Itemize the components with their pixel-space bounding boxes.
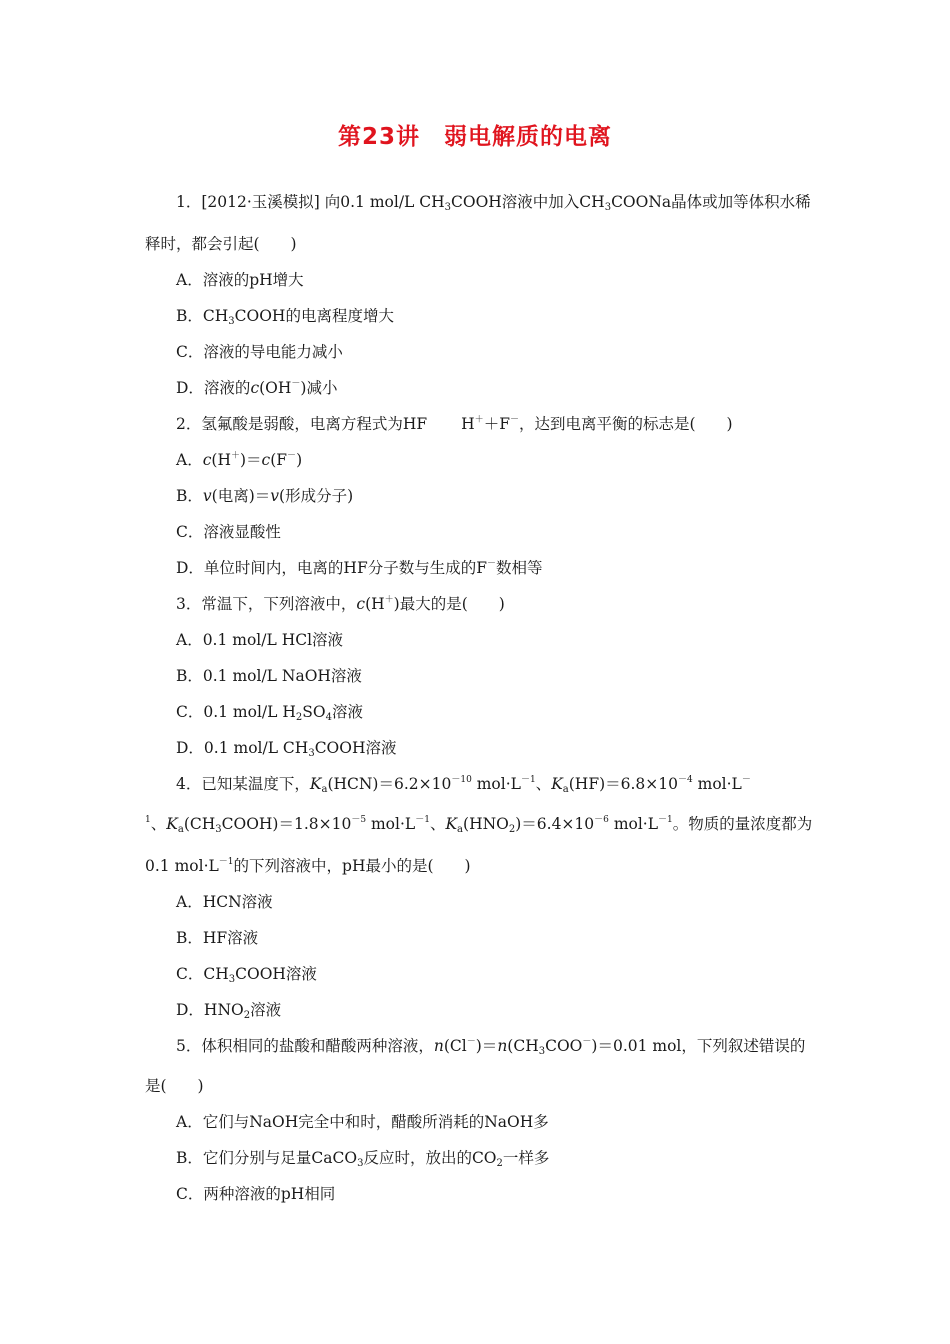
q4-stem-line2: $^1$、$K_a(CH_3COOH)=1.8\times 10^{-5}$ $mol\cdot L^{-1}$、$K_a(HNO_2)=6.4\times 10^{-6}$ $mol\cdot L^{-1}$。物质的量浓度都为 (145, 815, 813, 835)
q2-option-b: B．v(电离)＝v(形成分子) (176, 487, 354, 505)
q1-option-c: C．溶液的导电能力减小 (176, 343, 343, 361)
q4-option-d: D．$HNO_2$溶液 (176, 1001, 282, 1021)
q4-option-c: C．$CH_3COOH$溶液 (176, 965, 317, 985)
q3-stem: 3．常温下，下列溶液中，c(H＋)最大的是( ) (176, 595, 505, 613)
q4-option-a: A．HCN溶液 (176, 893, 273, 911)
q5-option-b: B．它们分别与足量CaCO$_3$反应时，放出的$CO_2$一样多 (176, 1149, 550, 1169)
q3-option-b: B．0.1 mol/L NaOH溶液 (176, 667, 362, 685)
q1-option-a: A．溶液的pH增大 (176, 271, 304, 289)
q2-option-a: A．c(H＋)＝c(F－) (176, 451, 303, 469)
equilibrium-arrow-icon (431, 418, 457, 426)
q5-stem-line2: 是( ) (145, 1077, 204, 1095)
q4-stem-line1: 4．已知某温度下，$K_a(HCN)=6.2\times 10^{-10}$ $mol\cdot L^{-1}$、$K_a(HF)=6.8\times 10^{-4}$ mol·L－ (176, 775, 751, 795)
q5-option-a: A．它们与NaOH完全中和时，醋酸所消耗的NaOH多 (176, 1113, 549, 1131)
q1-option-d: D．溶液的c(OH－)减小 (176, 379, 338, 397)
q1-stem-line2: 释时，都会引起( ) (145, 235, 297, 253)
q5-stem-line1: 5．体积相同的盐酸和醋酸两种溶液，$n(Cl^-)=n(CH_3COO^-)=0.01$ mol，下列叙述错误的 (176, 1037, 806, 1057)
q2-option-d: D．单位时间内，电离的HF分子数与生成的F－数相等 (176, 559, 543, 577)
q5-option-c: C．两种溶液的pH相同 (176, 1185, 336, 1203)
q4-stem-line3: 0.1 $mol\cdot L^{-1}$的下列溶液中，pH最小的是( ) (145, 857, 471, 875)
q1-stem-line1: 1．[2012·玉溪模拟] 向0.1 mol/L $CH_3COOH$溶液中加入$CH_3COONa$晶体或加等体积水稀 (176, 193, 811, 213)
q1-option-b: B．$CH_3COOH$的电离程度增大 (176, 307, 394, 327)
q3-option-c: C．0.1 mol/L $H_2SO_4$溶液 (176, 703, 363, 723)
q3-option-d: D．0.1 mol/L $CH_3COOH$溶液 (176, 739, 397, 759)
q3-option-a: A．0.1 mol/L HCl溶液 (176, 631, 344, 649)
q2-option-c: C．溶液显酸性 (176, 523, 281, 541)
q4-option-b: B．HF溶液 (176, 929, 259, 947)
page-title: 第23讲 弱电解质的电离 (337, 124, 612, 150)
q2-stem: 2．氢氟酸是弱酸，电离方程式为HF H＋＋F－，达到电离平衡的标志是( ) (176, 415, 733, 433)
